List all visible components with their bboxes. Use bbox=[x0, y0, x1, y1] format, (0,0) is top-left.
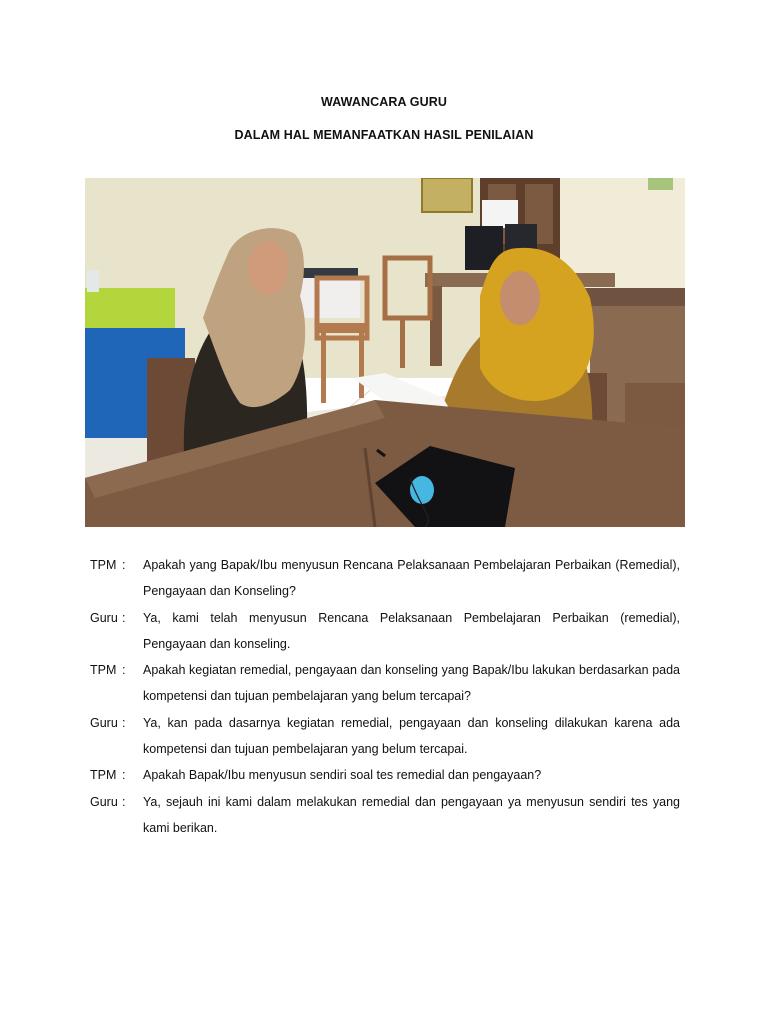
dialogue-line bbox=[90, 552, 680, 605]
dialogue-line bbox=[90, 789, 680, 842]
interview-dialogue bbox=[90, 552, 680, 841]
speaker-label: Guru bbox=[90, 610, 118, 625]
speaker-label: Guru bbox=[90, 794, 118, 809]
speaker-label: TPM bbox=[90, 768, 117, 783]
speaker-label: TPM bbox=[90, 663, 117, 678]
speaker-separator: : bbox=[122, 794, 126, 809]
dialogue-text: Ya, kami telah menyusun Rencana Pelaksanaan Pembelajaran Perbaikan (remedial), Pengayaan dan konseling. bbox=[143, 610, 680, 651]
dialogue-text: Apakah kegiatan remedial, pengayaan dan konseling yang Bapak/Ibu lakukan berdasarkan pada kompetensi dan tujuan pembelajaran yang belum tercapai? bbox=[143, 663, 680, 704]
speaker-separator: : bbox=[122, 768, 126, 783]
document-title: WAWANCARA GURU bbox=[321, 95, 447, 109]
dialogue-text: Ya, kan pada dasarnya kegiatan remedial, pengayaan dan konseling dilakukan karena ada kompetensi dan tujuan pembelajaran yang belum tercapai. bbox=[143, 715, 680, 757]
dialogue-text: Apakah yang Bapak/Ibu menyusun Rencana Pelaksanaan Pembelajaran Perbaikan (Remedial), Pengayaan dan Konseling? bbox=[143, 558, 680, 599]
document-subtitle: DALAM HAL MEMANFAATKAN HASIL PENILAIAN bbox=[234, 128, 534, 142]
speaker-label: Guru bbox=[90, 715, 118, 730]
dialogue-line bbox=[90, 762, 680, 788]
dialogue-line bbox=[90, 657, 680, 710]
speaker-label: TPM bbox=[90, 558, 117, 572]
speaker-separator: : bbox=[122, 663, 126, 678]
interview-photo bbox=[85, 178, 685, 527]
speaker-separator: : bbox=[122, 715, 126, 730]
dialogue-text: Apakah Bapak/Ibu menyusun sendiri soal tes remedial dan pengayaan? bbox=[143, 768, 542, 783]
speaker-separator: : bbox=[122, 610, 126, 625]
dialogue-line bbox=[90, 605, 680, 658]
speaker-separator: : bbox=[122, 558, 126, 572]
dialogue-text: Ya, sejauh ini kami dalam melakukan remedial dan pengayaan ya menyusun sendiri tes yang kami berikan. bbox=[143, 794, 680, 835]
dialogue-line bbox=[90, 710, 680, 763]
